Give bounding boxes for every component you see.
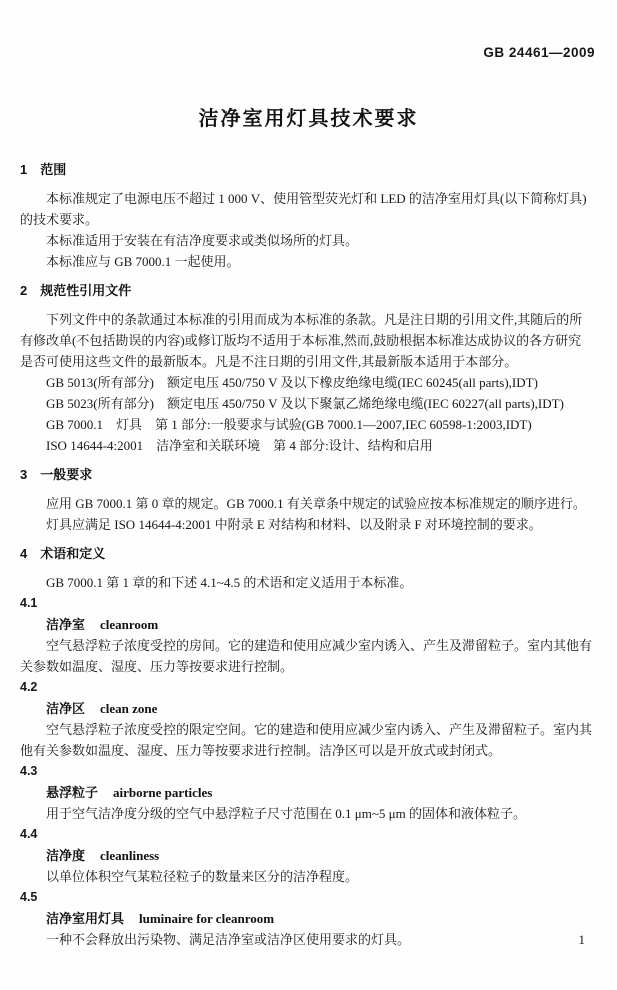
clause-4-heading bbox=[20, 543, 597, 564]
term-4-3-zh: 悬浮粒子 bbox=[46, 785, 99, 800]
term-4-3-definition-line: 用于空气洁净度分级的空气中悬浮粒子尺寸范围在 0.1 μm~5 μm 的固体和液体粒子。 bbox=[46, 806, 526, 821]
term-4-1-definition-line: 关参数如温度、湿度、压力等按要求进行控制。 bbox=[20, 659, 294, 674]
clause-3-heading bbox=[20, 464, 597, 485]
term-4-2-zh: 洁净区 bbox=[46, 701, 86, 716]
term-4-4-zh: 洁净度 bbox=[46, 848, 86, 863]
reference-item: GB 5013(所有部分) 额定电压 450/750 V 及以下橡皮绝缘电缆(IEC 60245(all parts),IDT) bbox=[46, 375, 538, 390]
term-4-2-definition-line: 空气悬浮粒子浓度受控的限定空间。它的建造和使用应减少室内诱入、产生及滞留粒子。室内其 bbox=[46, 722, 593, 737]
term-4-1-zh: 洁净室 bbox=[46, 617, 86, 632]
reference-item: GB 5023(所有部分) 额定电压 450/750 V 及以下聚氯乙烯绝缘电缆(IEC 60227(all parts),IDT) bbox=[46, 396, 564, 411]
clause-1-title: 范围 bbox=[40, 162, 67, 177]
term-4-5-zh: 洁净室用灯具 bbox=[46, 911, 125, 926]
term-4-4-en: cleanliness bbox=[100, 848, 160, 863]
term-4-1-en: cleanroom bbox=[100, 617, 159, 632]
term-4-2-number: 4.2 bbox=[20, 680, 38, 694]
term-4-2-definition-line: 他有关参数如温度、湿度、压力等按要求进行控制。洁净区可以是开放式或封闭式。 bbox=[20, 743, 502, 758]
term-4-4-line bbox=[20, 845, 597, 866]
clause-2-heading bbox=[20, 280, 597, 301]
clause-4-title: 术语和定义 bbox=[40, 546, 106, 561]
clause-1-heading bbox=[20, 159, 597, 180]
clause-4-intro-line: GB 7000.1 第 1 章的和下述 4.1~4.5 的术语和定义适用于本标准。 bbox=[46, 575, 413, 590]
term-4-3-number: 4.3 bbox=[20, 764, 38, 778]
clause-3-paragraph-line: 灯具应满足 ISO 14644-4:2001 中附录 E 对结构和材料、以及附录 F 对环境控制的要求。 bbox=[46, 517, 542, 532]
clause-1-number: 1 bbox=[20, 162, 28, 177]
document-body bbox=[0, 159, 617, 950]
clause-4-number: 4 bbox=[20, 546, 28, 561]
term-4-5-number: 4.5 bbox=[20, 890, 38, 904]
term-4-5-en: luminaire for cleanroom bbox=[139, 911, 275, 926]
term-4-3-en: airborne particles bbox=[113, 785, 213, 800]
clause-1-paragraph-line: 本标准规定了电源电压不超过 1 000 V、使用管型荧光灯和 LED 的洁净室用灯具(以下简称灯具) bbox=[46, 191, 587, 206]
clause-2-paragraph-line: 有修改单(不包括勘误的内容)或修订版均不适用于本标准,然而,鼓励根据本标准达成协议的各方研究 bbox=[20, 333, 582, 348]
term-4-1-line bbox=[20, 614, 597, 635]
term-4-2-en: clean zone bbox=[100, 701, 158, 716]
clause-1-paragraph-line: 本标准适用于安装在有洁净度要求或类似场所的灯具。 bbox=[46, 233, 359, 248]
term-4-4-number: 4.4 bbox=[20, 827, 38, 841]
clause-1-paragraph-line: 的技术要求。 bbox=[20, 212, 99, 227]
clause-2-number: 2 bbox=[20, 283, 28, 298]
clause-3-paragraph-line: 应用 GB 7000.1 第 0 章的规定。GB 7000.1 有关章条中规定的试验应按本标准规定的顺序进行。 bbox=[46, 496, 586, 511]
clause-3-title: 一般要求 bbox=[40, 467, 93, 482]
page-number: 1 bbox=[578, 932, 585, 947]
clause-1-paragraph-line: 本标准应与 GB 7000.1 一起使用。 bbox=[46, 254, 240, 269]
reference-item: GB 7000.1 灯具 第 1 部分:一般要求与试验(GB 7000.1—2007,IEC 60598-1:2003,IDT) bbox=[46, 417, 532, 432]
reference-item: ISO 14644-4:2001 洁净室和关联环境 第 4 部分:设计、结构和启用 bbox=[46, 438, 433, 453]
clause-2-paragraph-line: 下列文件中的条款通过本标准的引用而成为本标准的条款。凡是注日期的引用文件,其随后的所 bbox=[46, 312, 583, 327]
document-header bbox=[0, 0, 617, 63]
term-4-3-line bbox=[20, 782, 597, 803]
term-4-5-definition-line: 一种不会释放出污染物、满足洁净室或洁净区使用要求的灯具。 bbox=[46, 932, 411, 947]
term-4-4-definition-line: 以单位体积空气某粒径粒子的数量来区分的洁净程度。 bbox=[46, 869, 359, 884]
term-4-1-number: 4.1 bbox=[20, 596, 38, 610]
clause-3-number: 3 bbox=[20, 467, 28, 482]
term-4-1-definition-line: 空气悬浮粒子浓度受控的房间。它的建造和使用应减少室内诱入、产生及滞留粒子。室内其他有 bbox=[46, 638, 593, 653]
term-4-5-line bbox=[20, 908, 597, 929]
clause-2-title: 规范性引用文件 bbox=[40, 283, 132, 298]
term-4-2-line bbox=[20, 698, 597, 719]
clause-2-paragraph-line: 是否可使用这些文件的最新版本。凡是不注日期的引用文件,其最新版本适用于本部分。 bbox=[20, 354, 518, 369]
standard-code: GB 24461—2009 bbox=[483, 45, 595, 60]
document-title: 洁净室用灯具技术要求 bbox=[198, 108, 419, 130]
